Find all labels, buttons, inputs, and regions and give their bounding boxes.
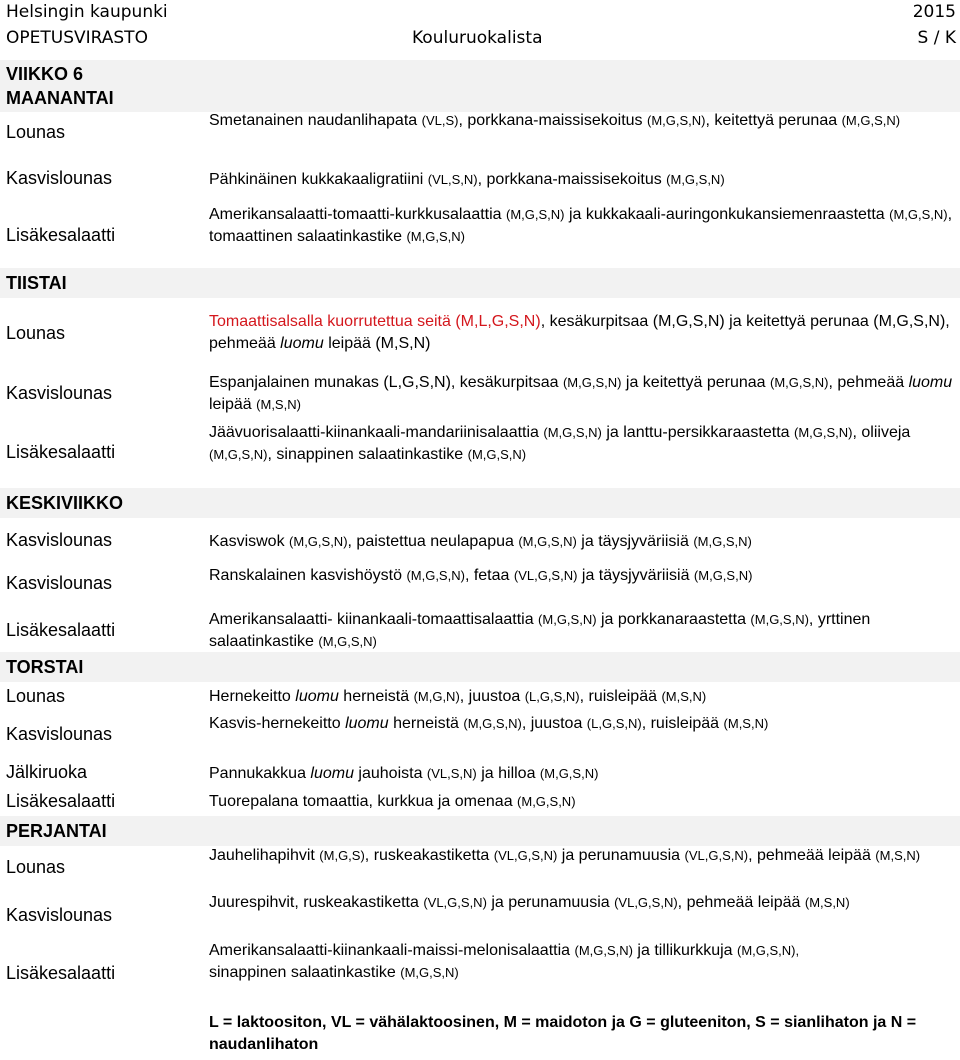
week-heading: VIIKKO 6 — [6, 64, 84, 84]
meal-description: Ranskalainen kasvishöystö (M,G,S,N), fetaa (VL,G,S,N) ja täysjyväriisiä (M,G,S,N) — [209, 567, 753, 584]
meal-description: Juurespihvit, ruskeakastiketta (VL,G,S,N) ja perunamuusia (VL,G,S,N), pehmeää leipää (M,S,N) — [209, 894, 850, 911]
meal-description: Hernekeitto luomu herneistä (M,G,N), juustoa (L,G,S,N), ruisleipää (M,S,N) — [209, 688, 707, 705]
meal-description: Jauhelihapihvit (M,G,S), ruskeakastiketta (VL,G,S,N) ja perunamuusia (VL,G,S,N), pehmeää leipää (M,S,N) — [209, 847, 921, 864]
meal-description: Espanjalainen munakas (L,G,S,N), kesäkurpitsaa (M,G,S,N) ja keitettyä perunaa (M,G,S,N), pehmeää luomu leipää (M,S,N) — [209, 374, 953, 413]
meal-label: Lounas — [6, 857, 66, 877]
day-band-wednesday — [0, 488, 960, 518]
meal-label: Kasvislounas — [6, 724, 113, 744]
meal-description: Pähkinäinen kukkakaaligratiini (VL,S,N), porkkana-maissisekoitus (M,G,S,N) — [209, 171, 725, 188]
department: OPETUSVIRASTO — [6, 28, 148, 48]
meal-description: Tuorepalana tomaattia, kurkkua ja omenaa (M,G,S,N) — [209, 793, 576, 810]
meal-label: Jälkiruoka — [6, 762, 88, 782]
meal-label: Lisäkesalaatti — [6, 791, 116, 811]
day-heading-thursday: TORSTAI — [6, 657, 84, 677]
day-band-thursday — [0, 652, 960, 682]
meal-label: Lounas — [6, 122, 66, 142]
meal-label: Lounas — [6, 323, 66, 343]
day-band-tuesday — [0, 268, 960, 298]
meal-description: Pannukakkua luomu jauhoista (VL,S,N) ja hilloa (M,G,S,N) — [209, 765, 599, 782]
day-heading-friday: PERJANTAI — [6, 821, 107, 841]
meal-label: Kasvislounas — [6, 573, 113, 593]
document-title: Kouluruokalista — [412, 28, 543, 48]
meal-description: Amerikansalaatti-tomaatti-kurkkusalaattia (M,G,S,N) ja kukkakaali-auringonkukansiemenraastetta (M,G,S,N), tomaattinen salaatinkastike (M,G,S,N) — [209, 206, 953, 245]
meal-label: Lisäkesalaatti — [6, 963, 116, 983]
allergen-legend: L = laktoositon, VL = vähälaktoosinen, M = maidoton ja G = gluteeniton, S = sianlihaton ja N = naudanlihaton — [209, 1014, 917, 1053]
day-heading-wednesday: KESKIVIIKKO — [6, 493, 124, 513]
meal-description: Amerikansalaatti-kiinankaali-maissi-melonisalaattia (M,G,S,N) ja tillikurkkuja (M,G,S,N), sinappinen salaatinkastike (M,G,S,N) — [209, 942, 800, 981]
meal-label: Lisäkesalaatti — [6, 225, 116, 245]
meal-label: Kasvislounas — [6, 905, 113, 925]
meal-description: Kasviswok (M,G,S,N), paistettua neulapapua (M,G,S,N) ja täysjyväriisiä (M,G,S,N) — [209, 533, 752, 550]
meal-label: Lisäkesalaatti — [6, 620, 116, 640]
day-heading-tuesday: TIISTAI — [6, 273, 67, 293]
meal-label: Lounas — [6, 686, 66, 706]
year: 2015 — [912, 2, 956, 22]
menu-code: S / K — [917, 28, 956, 48]
day-heading-monday: MAANANTAI — [6, 88, 114, 108]
org-name: Helsingin kaupunki — [6, 2, 168, 22]
meal-label: Lisäkesalaatti — [6, 442, 116, 462]
meal-description: Kasvis-hernekeitto luomu herneistä (M,G,S,N), juustoa (L,G,S,N), ruisleipää (M,S,N) — [209, 715, 769, 732]
meal-description: Tomaattisalsalla kuorrutettua seitä (M,L,G,S,N), kesäkurpitsaa (M,G,S,N) ja keitettyä perunaa (M,G,S,N), pehmeää luomu leipää (M,S,N) — [209, 313, 950, 352]
meal-description: Amerikansalaatti- kiinankaali-tomaattisalaattia (M,G,S,N) ja porkkanaraastetta (M,G,S,N), yrttinen salaatinkastike (M,G,S,N) — [209, 611, 871, 650]
meal-label: Kasvislounas — [6, 168, 113, 188]
day-band-friday — [0, 816, 960, 846]
meal-description: Jäävuorisalaatti-kiinankaali-mandariinisalaattia (M,G,S,N) ja lanttu-persikkaraastetta (M,G,S,N), oliiveja (M,G,S,N), sinappinen salaatinkastike (M,G,S,N) — [209, 424, 911, 463]
meal-label: Kasvislounas — [6, 383, 113, 403]
day-band-monday — [0, 60, 960, 112]
meal-label: Kasvislounas — [6, 530, 113, 550]
header-row-2 — [0, 26, 960, 52]
meal-description: Smetanainen naudanlihapata (VL,S), porkkana-maissisekoitus (M,G,S,N), keitettyä perunaa (M,G,S,N) — [209, 112, 901, 129]
header-row-1 — [0, 0, 960, 26]
